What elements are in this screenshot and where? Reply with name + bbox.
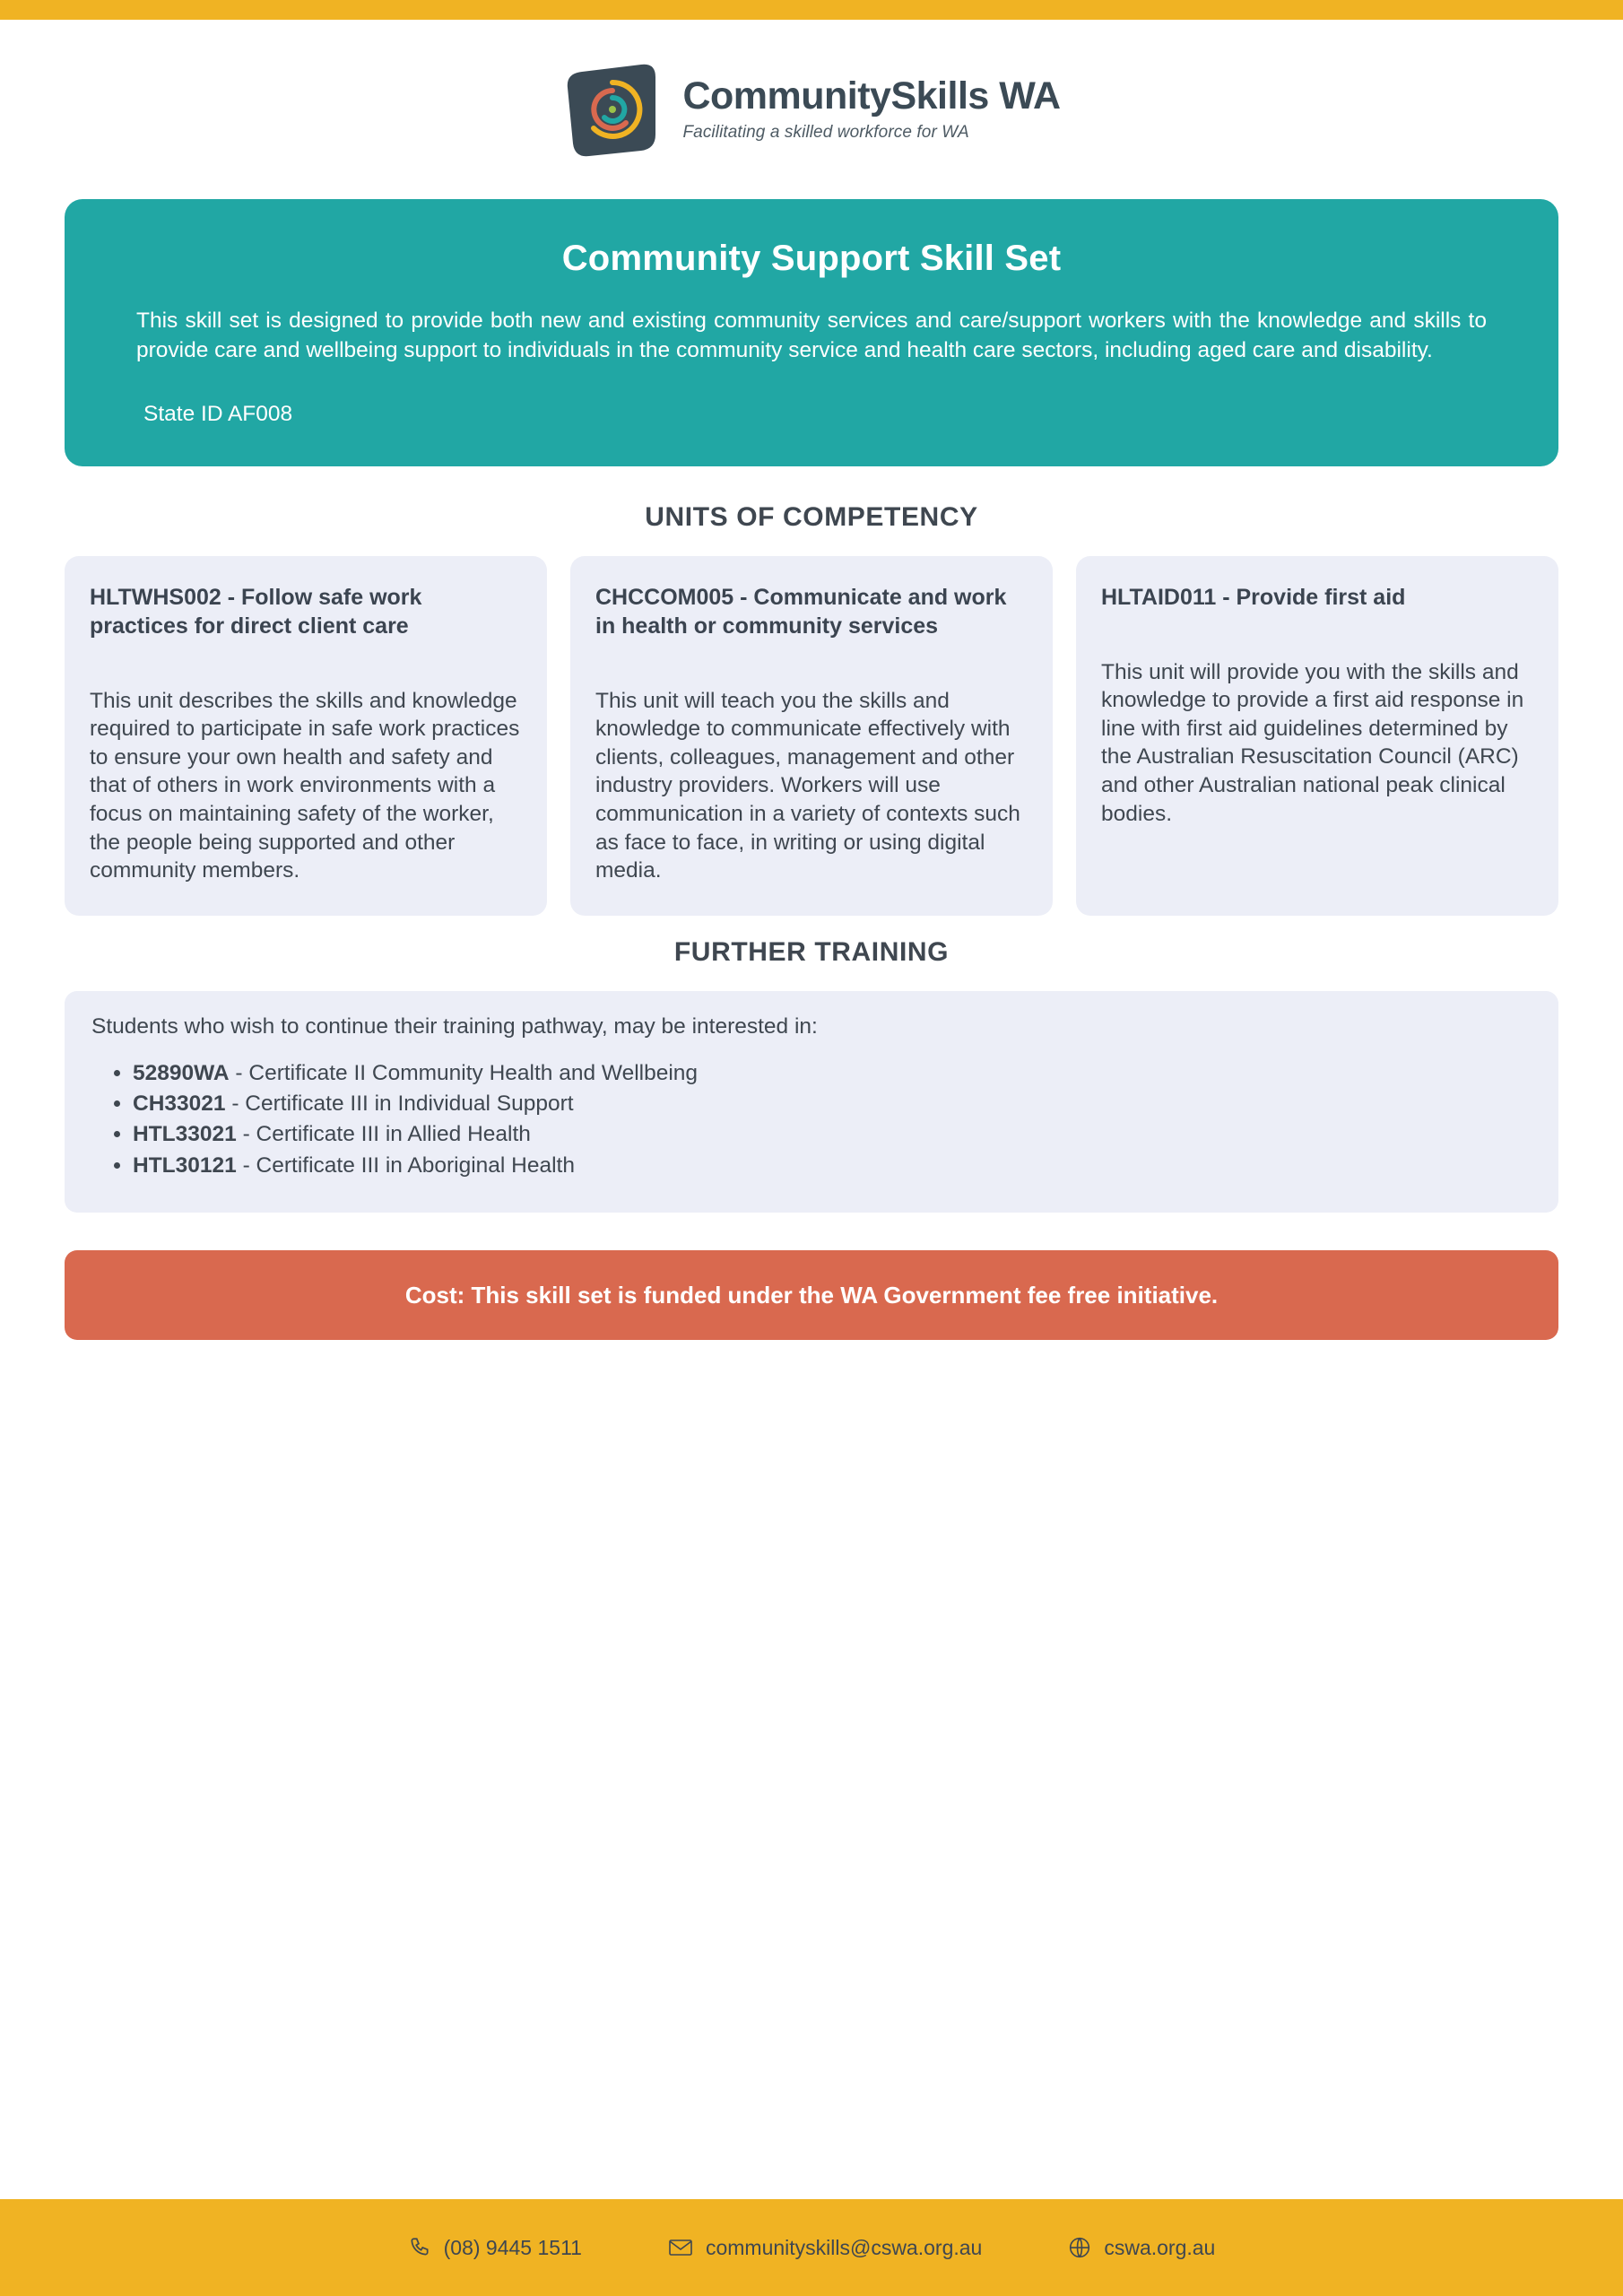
cost-banner (65, 1250, 1558, 1340)
footer-email-text: communityskills@cswa.org.au (705, 2235, 983, 2259)
footer-website[interactable] (1068, 2236, 1215, 2260)
unit-description: This unit will teach you the skills and knowledge to communicate effectively with clients, colleagues, management and other industry providers. Workers will use communication in a variety of contexts such as face to face, in writing or using digital media. (595, 688, 1020, 883)
cost-text: Cost: This skill set is funded under the WA Government fee free initiative. (404, 1281, 1219, 1309)
footer-phone-text: (08) 9445 1511 (443, 2235, 582, 2259)
top-accent-bar (0, 0, 1623, 20)
envelope-icon (668, 2237, 693, 2258)
further-training-lead: Students who wish to continue their training pathway, may be interested in: (91, 1013, 818, 1039)
unit-description: This unit will provide you with the skills and knowledge to provide a first aid response in line with first aid guidelines determined by the Australian Resuscitation Council (ARC) and other Australian national peak clinical bodies. (1101, 659, 1524, 826)
hero-panel (65, 199, 1558, 466)
course-code: 52890WA (133, 1060, 230, 1085)
unit-code: CHCCOM005 - Communicate and work in health or community services (595, 584, 1007, 639)
spiral-logo-icon (562, 59, 663, 160)
footer-phone[interactable] (408, 2236, 582, 2260)
unit-code: HLTAID011 - Provide first aid (1101, 584, 1406, 610)
further-training-panel (65, 991, 1558, 1213)
list-item (133, 1120, 1532, 1149)
further-training-list (91, 1059, 1532, 1180)
page-title: Community Support Skill Set (561, 239, 1062, 278)
units-list (65, 556, 1558, 916)
course-code: HTL30121 (133, 1152, 237, 1178)
unit-code: HLTWHS002 - Follow safe work practices for direct client care (90, 584, 422, 639)
unit-card (570, 556, 1053, 916)
brand-tagline: Facilitating a skilled workforce for WA (682, 122, 969, 142)
further-training-heading: FURTHER TRAINING (673, 936, 950, 967)
unit-card (65, 556, 547, 916)
list-item (133, 1090, 1532, 1118)
footer-website-text: cswa.org.au (1104, 2235, 1216, 2259)
phone-icon (408, 2236, 431, 2259)
unit-card (1076, 556, 1558, 916)
brand-header (0, 20, 1623, 199)
list-item (133, 1059, 1532, 1088)
course-title: - Certificate III in Allied Health (236, 1122, 531, 1147)
course-title: - Certificate III in Aboriginal Health (236, 1152, 575, 1178)
course-code: CH33021 (133, 1091, 226, 1117)
hero-description: This skill set is designed to provide both new and existing community services and care/support workers with the knowledge and skills to provide care and wellbeing support to individuals in the community service and health care sectors, including aged care and disability. (136, 309, 1487, 363)
course-code: HTL33021 (133, 1122, 237, 1147)
main-content (0, 199, 1623, 2167)
globe-icon (1068, 2236, 1091, 2259)
footer-email[interactable] (668, 2236, 982, 2260)
units-heading: UNITS OF COMPETENCY (645, 501, 978, 532)
brand-name: CommunitySkills WA (682, 74, 1061, 118)
list-item (133, 1152, 1532, 1180)
course-title: - Certificate III in Individual Support (225, 1091, 574, 1117)
course-title: - Certificate II Community Health and Wellbeing (229, 1060, 699, 1085)
footer (0, 2199, 1623, 2296)
state-id: State ID AF008 (143, 401, 293, 426)
unit-description: This unit describes the skills and knowledge required to participate in safe work practices to ensure your own health and safety and that of others in work environments with a focus on maintaining safety of the worker, the people being supported and other community members. (90, 688, 520, 883)
